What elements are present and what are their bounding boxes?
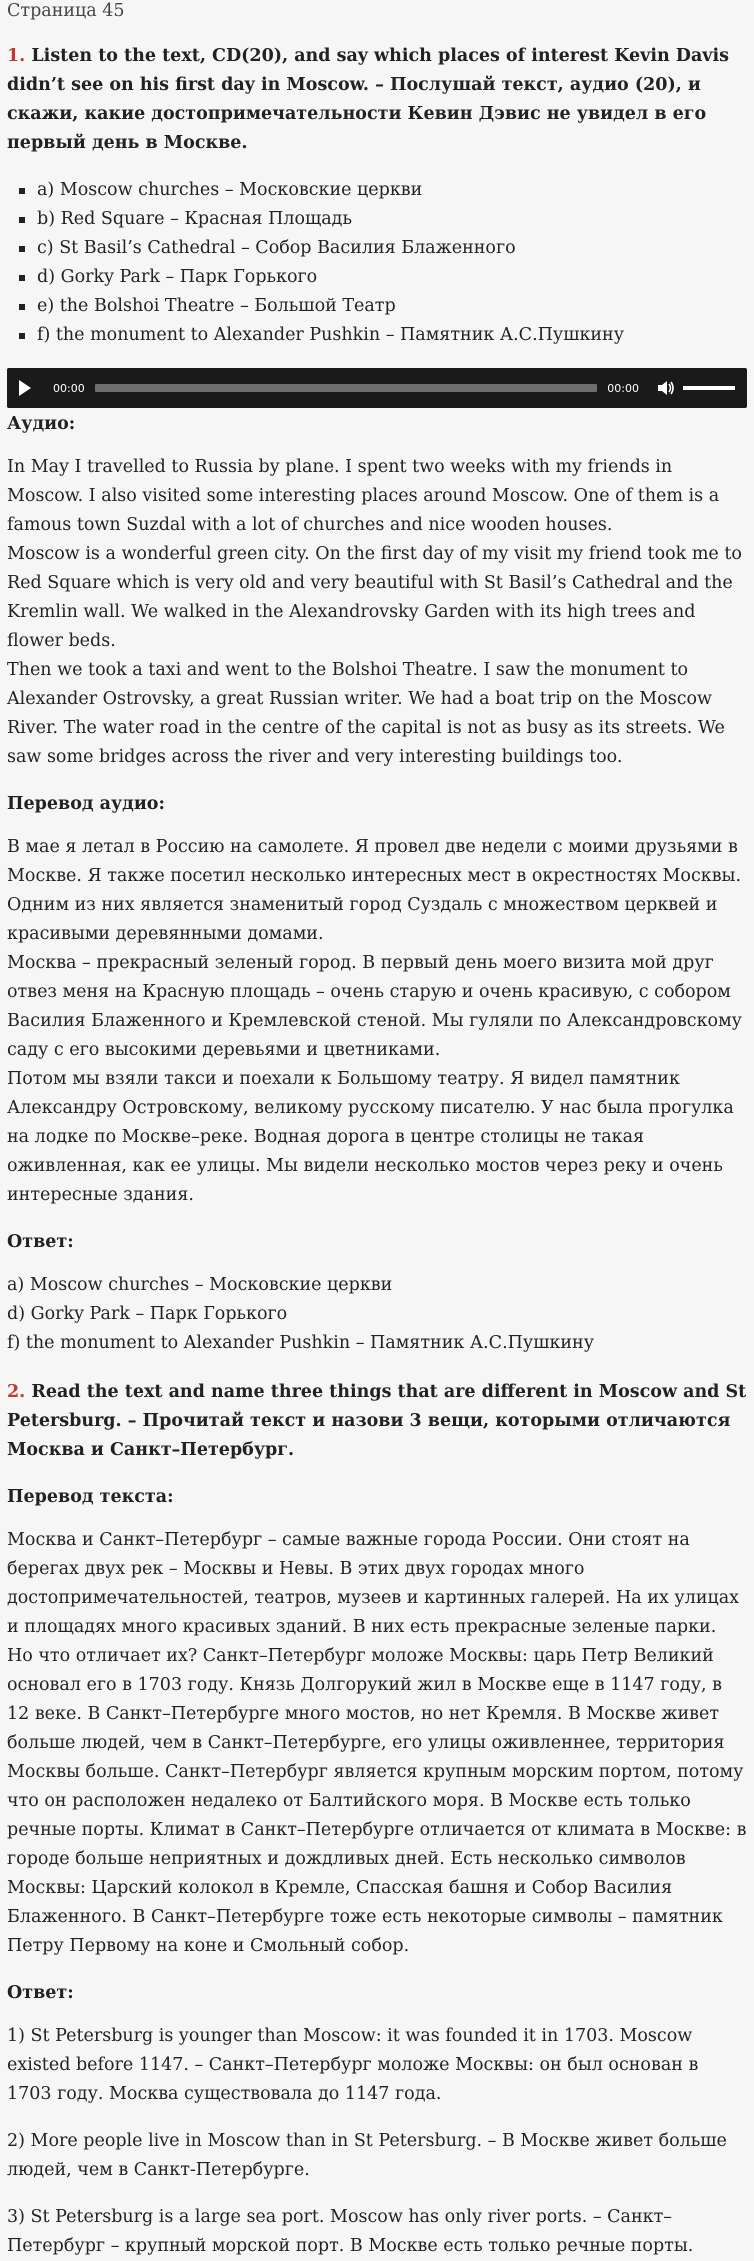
task2-translation-paragraph <box>7 1526 747 1961</box>
task1-options-list <box>7 176 747 350</box>
audio-text-3: Then we took a taxi and went to the Bolshoi Theatre. I saw the monument to Alexander Ostrovsky, a great Russian writer. We had a boat trip on the Moscow River. The water road in the centre of the capital is not as busy as its streets. We saw some bridges across the river and very interesting buildings too. <box>7 660 725 767</box>
list-item: a) Moscow churches – Московские церкви <box>15 176 747 205</box>
current-time: 00:00 <box>53 381 85 395</box>
answer-line: a) Moscow churches – Московские церкви <box>7 1275 393 1295</box>
task2-text-2: Но что отличает их? Санкт–Петербург моложе Москвы: царь Петр Великий основал его в 1703 году. Князь Долгорукий жил в Москве еще в 1147 году, в 12 веке. В Санкт–Петербурге много мостов, но нет Кремля. В Москве живет больше людей, чем в Санкт–Петербурге, его улицы оживленнее, территория Москвы больше. Санкт–Петербург является крупным морским портом, потому что он расположен недалеко от Балтийского моря. В Москве есть только речные порты. Климат в Санкт–Петербурге отличается от климата в Москве: в городе больше неприятных и дождливых дней. Есть несколько символов Москвы: Царский колокол в Кремле, Спасская башня и Собор Василия Блаженного. В Санкт–Петербурге тоже есть некоторые символы – памятник Петру Первому на коне и Смольный собор. <box>7 1646 747 1956</box>
duration-time: 00:00 <box>607 381 639 395</box>
answer-line: d) Gorky Park – Парк Горького <box>7 1304 288 1324</box>
list-item: f) the monument to Alexander Pushkin – Памятник А.С.Пушкину <box>15 321 747 350</box>
audio-player <box>7 368 747 408</box>
audio-text-2: Moscow is a wonderful green city. On the first day of my visit my friend took me to Red Square which is very old and very beautiful with St Basil’s Cathedral and the Kremlin wall. We walked in the Alexandrovsky Garden with its high trees and flower beds. <box>7 544 742 651</box>
task1-heading <box>7 42 747 158</box>
task1-heading-text: Listen to the text, CD(20), and say which places of interest Kevin Davis didn’t see on his first day in Moscow. – Послушай текст, аудио (20), и скажи, какие достопримечательности Кевин Дэвис не увидел в его первый день в Москве. <box>7 46 729 153</box>
translation-text-1: В мае я летал в Россию на самолете. Я провел две недели с моими друзьями в Москве. Я также посетил несколько интересных мест в окрестностях Москвы. Одним из них является знаменитый город Суздаль с множеством церквей и красивыми деревянными домами. <box>7 837 742 944</box>
page-label: Страница 45 <box>7 1 125 21</box>
task2-translation-label: Перевод текста: <box>7 1487 174 1507</box>
translation-text-2: Москва – прекрасный зеленый город. В первый день моего визита мой друг отвез меня на Красную площадь – очень старую и очень красивую, с собором Василия Блаженного и Кремлевской стеной. Мы гуляли по Александровскому саду с его высокими деревьями и цветниками. <box>7 953 742 1060</box>
task1-answer <box>7 1271 747 1358</box>
task1-answer-label: Ответ: <box>7 1232 74 1252</box>
task1-number: 1. <box>7 46 26 66</box>
task2-heading <box>7 1378 747 1465</box>
audio-text-1: In May I travelled to Russia by plane. I spent two weeks with my friends in Moscow. I also visited some interesting places around Moscow. One of them is a famous town Suzdal with a lot of churches and nice wooden houses. <box>7 457 720 535</box>
list-item: d) Gorky Park – Парк Горького <box>15 263 747 292</box>
list-item: c) St Basil’s Cathedral – Собор Василия Блаженного <box>15 234 747 263</box>
play-icon[interactable] <box>19 380 31 396</box>
list-item: e) the Bolshoi Theatre – Большой Театр <box>15 292 747 321</box>
volume-slider[interactable] <box>683 386 735 390</box>
progress-bar[interactable] <box>95 384 598 392</box>
audio-translation-label: Перевод аудио: <box>7 794 165 814</box>
task2-number: 2. <box>7 1382 26 1402</box>
list-item: b) Red Square – Красная Площадь <box>15 205 747 234</box>
audio-translation-paragraph <box>7 833 747 1210</box>
task2-answer-item: 3) St Petersburg is a large sea port. Moscow has only river ports. – Санкт–Петербург – крупный морской порт. В Москве есть только речные порты. <box>7 2207 694 2256</box>
task2-text-1: Москва и Санкт–Петербург – самые важные города России. Они стоят на берегах двух рек – Москвы и Невы. В этих двух городах много достопримечательностей, театров, музеев и картинных галерей. На их улицах и площадях много красивых зданий. В них есть прекрасные зеленые парки. <box>7 1530 740 1637</box>
audio-label: Аудио: <box>7 414 76 434</box>
audio-paragraph <box>7 453 747 772</box>
answer-line: f) the monument to Alexander Pushkin – Памятник А.С.Пушкину <box>7 1333 595 1353</box>
task2-answer-label: Ответ: <box>7 1983 74 2003</box>
task2-heading-text: Read the text and name three things that are different in Moscow and St Petersburg. – Прочитай текст и назови 3 вещи, которыми отличаются Москва и Санкт–Петербург. <box>7 1382 747 1460</box>
task2-answer-item: 1) St Petersburg is younger than Moscow: it was founded it in 1703. Moscow existed before 1147. – Санкт–Петербург моложе Москвы: он был основан в 1703 году. Москва существовала до 1147 года. <box>7 2026 699 2104</box>
translation-text-3: Потом мы взяли такси и поехали к Большому театру. Я видел памятник Александру Островскому, великому русскому писателю. У нас была прогулка на лодке по Москве–реке. Водная дорога в центре столицы не такая оживленная, как ее улицы. Мы видели несколько мостов через реку и очень интересные здания. <box>7 1069 734 1205</box>
task2-answer-item: 2) More people live in Moscow than in St Petersburg. – В Москве живет больше людей, чем в Санкт-Петербурге. <box>7 2131 727 2180</box>
volume-icon[interactable] <box>657 380 675 396</box>
